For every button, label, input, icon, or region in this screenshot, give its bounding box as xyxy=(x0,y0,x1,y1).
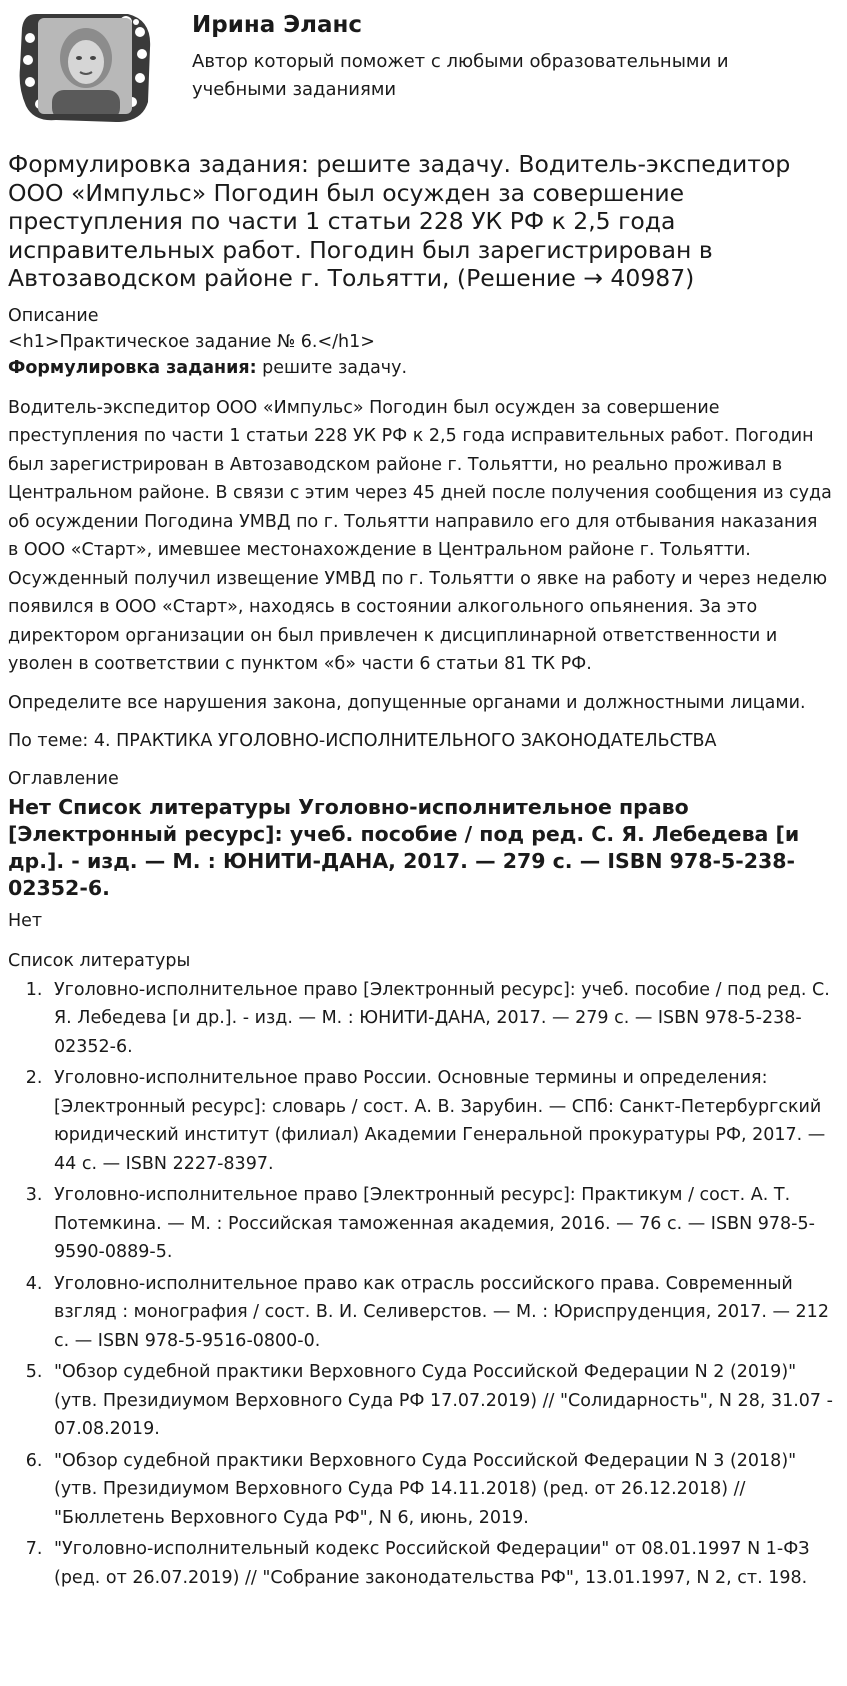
author-block xyxy=(8,0,837,138)
literature-list xyxy=(8,976,838,1593)
formulation-text: решите задачу. xyxy=(256,357,408,378)
literature-item: 4. Уголовно-исполнительное право как отрасль российского права. Современный взгляд : монография / сост. В. И. Селиверстов. — М. : Юриспруденция, 2017. — 212 с. — ISBN 978-5-9516-0800-0. xyxy=(48,1270,838,1356)
task-question: Определите все нарушения закона, допущенные органами и должностными лицами. xyxy=(8,692,806,713)
practical-task-heading: <h1>Практическое задание № 6.</h1> xyxy=(8,331,375,352)
task-title: Формулировка задания: решите задачу. Водитель-экспедитор ООО «Импульс» Погодин был осужден за совершение преступления по части 1 статьи 228 УК РФ к 2,5 года исправительных работ. Погодин был зарегистрирован в Автозаводском районе г. Тольятти, (Решение → 40987) xyxy=(8,150,791,292)
literature-label: Список литературы xyxy=(8,950,191,971)
toc-heading: Нет Список литературы Уголовно-исполнительное право [Электронный ресурс]: учеб. пособие / под ред. С. Я. Лебедева [и др.]. - изд. — М. : ЮНИТИ-ДАНА, 2017. — 279 с. — ISBN 978-5-238-02352-6. xyxy=(8,794,800,900)
literature-item: 2. Уголовно-исполнительное право России. Основные термины и определения: [Электронный ресурс]: словарь / сост. А. В. Зарубин. — СПб: Санкт-Петербургский юридический институт (филиал) Академии Генеральной прокуратуры РФ, 2017. — 44 с. — ISBN 2227-8397. xyxy=(48,1064,838,1178)
topic-line: По теме: 4. ПРАКТИКА УГОЛОВНО-ИСПОЛНИТЕЛЬНОГО ЗАКОНОДАТЕЛЬСТВА xyxy=(8,731,717,751)
toc-label: Оглавление xyxy=(8,768,119,789)
literature-item: 1. Уголовно-исполнительное право [Электронный ресурс]: учеб. пособие / под ред. С. Я. Лебедева [и др.]. - изд. — М. : ЮНИТИ-ДАНА, 2017. — 279 с. — ISBN 978-5-238-02352-6. xyxy=(48,976,838,1062)
formulation-label: Формулировка задания: xyxy=(8,357,257,378)
net-text: Нет xyxy=(8,910,43,931)
author-avatar[interactable] xyxy=(16,8,154,126)
literature-item: 5. "Обзор судебной практики Верховного Суда Российской Федерации N 2 (2019)" (утв. Президиумом Верховного Суда РФ 17.07.2019) // "Солидарность", N 28, 31.07 - 07.08.2019. xyxy=(48,1358,838,1444)
description-label: Описание xyxy=(8,305,99,326)
literature-item: 6. "Обзор судебной практики Верховного Суда Российской Федерации N 3 (2018)" (утв. Президиумом Верховного Суда РФ 14.11.2018) (ред. от 26.12.2018) // "Бюллетень Верховного Суда РФ", N 6, июнь, 2019. xyxy=(48,1447,838,1533)
author-description: Автор который поможет с любыми образовательными и учебными заданиями xyxy=(192,51,729,100)
task-paragraph: Водитель-экспедитор ООО «Импульс» Погодин был осужден за совершение преступления по части 1 статьи 228 УК РФ к 2,5 года исправительных работ. Погодин был зарегистрирован в Автозаводском районе г. Тольятти, но реально проживал в Центральном районе. В связи с этим через 45 дней после получения сообщения из суда об осуждении Погодина УМВД по г. Тольятти направило его для отбывания наказания в ООО «Старт», имевшее местонахождение в Центральном районе г. Тольятти. Осужденный получил извещение УМВД по г. Тольятти о явке на работу и через неделю появился в ООО «Старт», находясь в состоянии алкогольного опьянения. За это директором организации он был привлечен к дисциплинарной ответственности и уволен в соответствии с пунктом «б» части 6 статьи 81 ТК РФ. xyxy=(8,397,832,674)
literature-item: 7. "Уголовно-исполнительный кодекс Российской Федерации" от 08.01.1997 N 1-ФЗ (ред. от 26.07.2019) // "Собрание законодательства РФ", 13.01.1997, N 2, ст. 198. xyxy=(48,1535,838,1592)
formulation xyxy=(8,355,837,382)
literature-item: 3. Уголовно-исполнительное право [Электронный ресурс]: Практикум / сост. А. Т. Потемкина. — М. : Российская таможенная академия, 2016. — 76 с. — ISBN 978-5-9590-0889-5. xyxy=(48,1181,838,1267)
author-name[interactable]: Ирина Эланс xyxy=(192,12,363,38)
